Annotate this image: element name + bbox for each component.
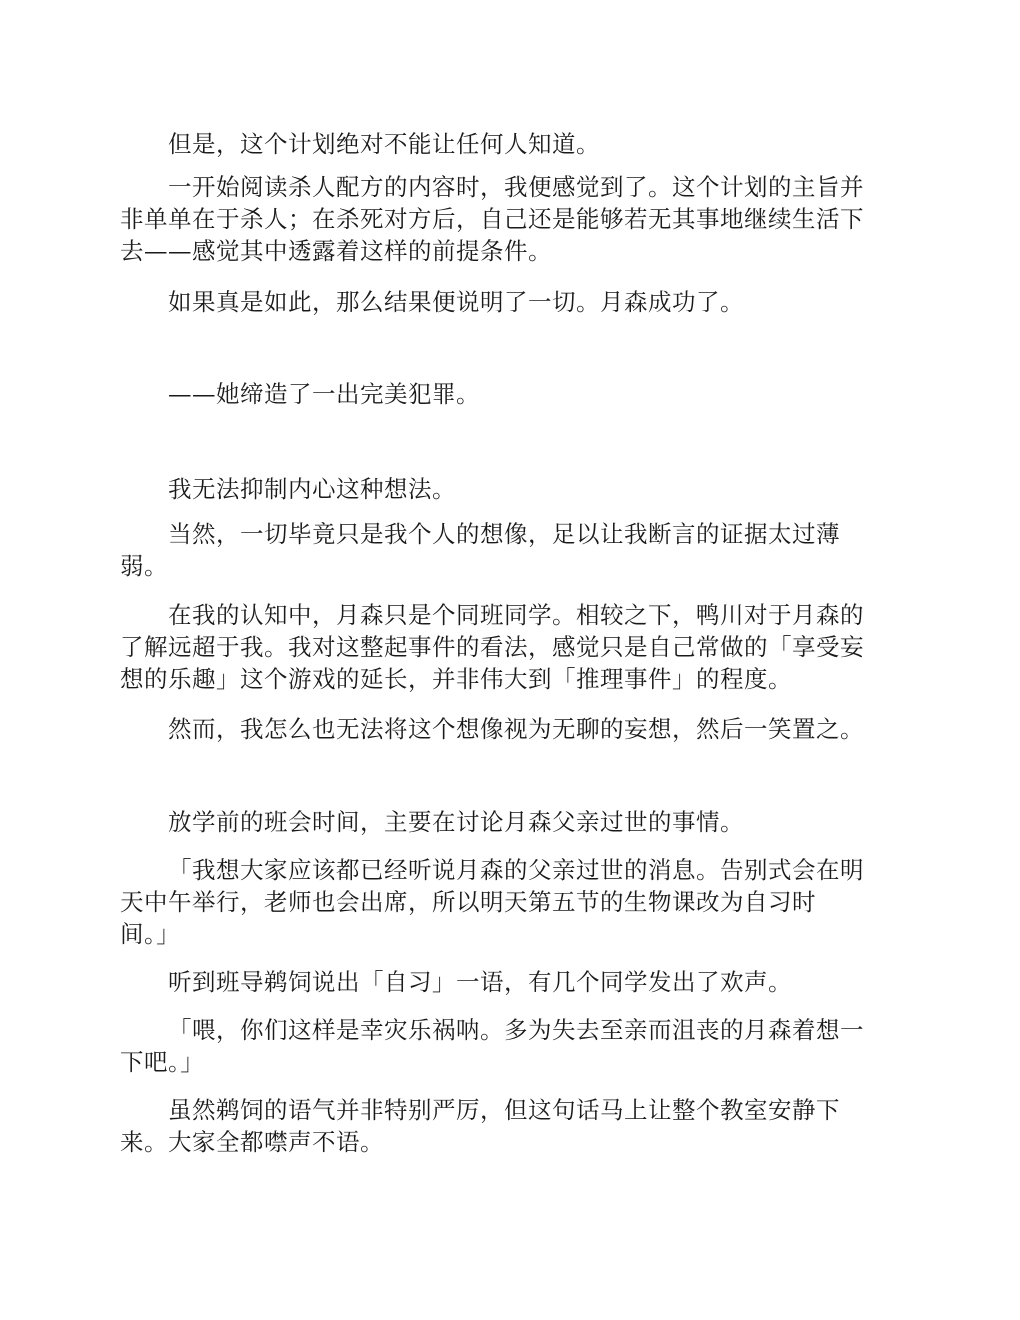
paragraph: 放学前的班会时间，主要在讨论月森父亲过世的事情。 (168, 808, 744, 836)
paragraph: 如果真是如此，那么结果便说明了一切。月森成功了。 (168, 288, 744, 316)
paragraph: ——她缔造了一出完美犯罪。 (168, 380, 480, 408)
paragraph: 一开始阅读杀人配方的内容时，我便感觉到了。这个计划的主旨并 非单单在于杀人；在杀死对方后，自己还是能够若无其事地继续生活下 去——感觉其中透露着这样的前提条件。 (120, 173, 864, 265)
paragraph: 我无法抑制内心这种想法。 (168, 475, 456, 503)
paragraph: 「我想大家应该都已经听说月森的父亲过世的消息。告别式会在明 天中午举行，老师也会出席，所以明天第五节的生物课改为自习时 间。」 (120, 856, 864, 948)
paragraph: 当然，一切毕竟只是我个人的想像，足以让我断言的证据太过薄 弱。 (120, 520, 840, 580)
paragraph: 虽然鹈饲的语气并非特别严厉，但这句话马上让整个教室安静下 来。大家全都噤声不语。 (120, 1096, 840, 1156)
paragraph: 但是，这个计划绝对不能让任何人知道。 (168, 130, 600, 158)
paragraph: 听到班导鹈饲说出「自习」一语，有几个同学发出了欢声。 (168, 968, 792, 996)
paragraph: 然而，我怎么也无法将这个想像视为无聊的妄想，然后一笑置之。 (168, 715, 864, 743)
paragraph: 在我的认知中，月森只是个同班同学。相较之下，鸭川对于月森的 了解远超于我。我对这整起事件的看法，感觉只是自己常做的「享受妄 想的乐趣」这个游戏的延长，并非伟大到「推理事件」的程度。 (120, 601, 864, 693)
paragraph: 「喂，你们这样是幸灾乐祸呐。多为失去至亲而沮丧的月森着想一 下吧。」 (120, 1016, 864, 1076)
